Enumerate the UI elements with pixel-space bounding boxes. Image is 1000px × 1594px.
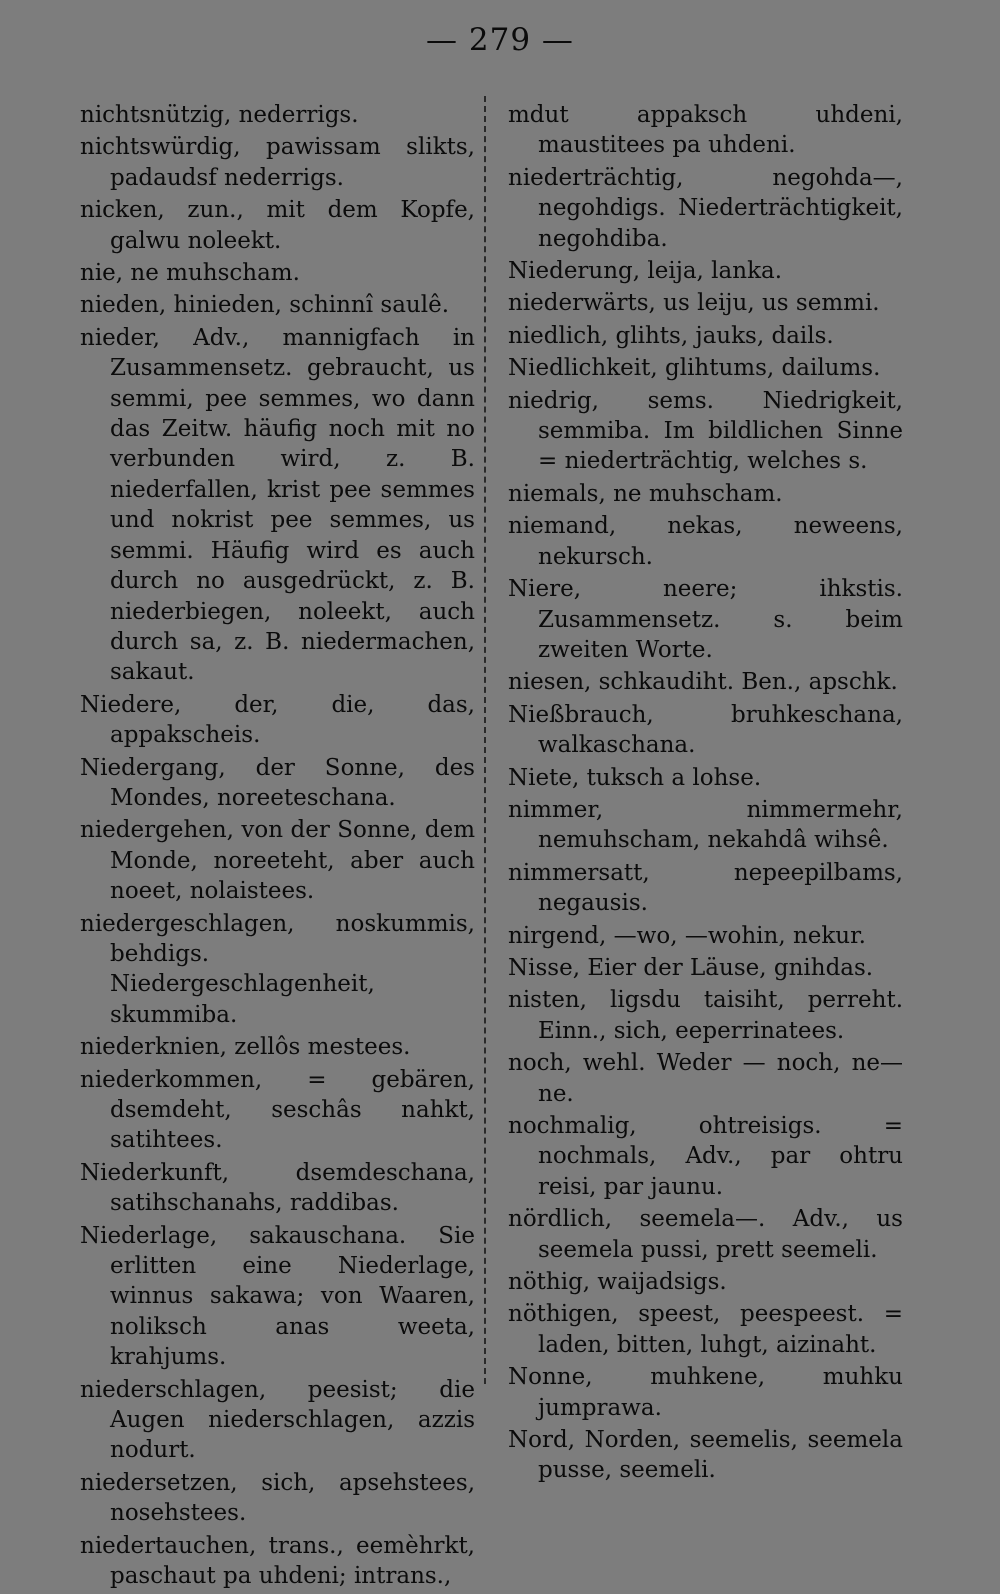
dictionary-entry: nördlich, seemela—. Adv., us seemela pussi, prett seemeli. bbox=[508, 1206, 903, 1263]
column-divider bbox=[484, 96, 486, 1384]
dictionary-entry: niemals, ne muhscham. bbox=[508, 480, 783, 507]
dictionary-entry: niederknien, zellôs mestees. bbox=[80, 1034, 411, 1061]
dictionary-entry: niedersetzen, sich, apsehstees, nosehstees. bbox=[80, 1469, 475, 1527]
dictionary-entry: niederschlagen, peesist; die Augen niederschlagen, azzis nodurt. bbox=[80, 1376, 475, 1464]
dictionary-entry: Nonne, muhkene, muhku jumprawa. bbox=[508, 1364, 903, 1421]
dictionary-entry: nieden, hinieden, schinnî saulê. bbox=[80, 292, 450, 319]
dictionary-entry: Niedere, der, die, das, appakscheis. bbox=[80, 691, 475, 749]
dictionary-entry: Niere, neere; ihkstis. Zusammensetz. s. beim zweiten Worte. bbox=[508, 576, 903, 663]
dictionary-entry: niemand, nekas, neweens, nekursch. bbox=[508, 513, 903, 570]
dictionary-entry: niedrig, sems. Niedrigkeit, semmiba. Im bildlichen Sinne = niederträchtig, welches s. bbox=[508, 387, 903, 475]
dictionary-entry: nichtswürdig, pawissam slikts, padaudsf nederrigs. bbox=[80, 134, 475, 191]
dictionary-entry: Nord, Norden, seemelis, seemela pusse, seemeli. bbox=[508, 1427, 903, 1484]
dictionary-entry: Niedergang, der Sonne, des Mondes, noreeteschana. bbox=[80, 754, 475, 811]
dictionary-entry: nimmer, nimmermehr, nemuhscham, nekahdâ wihsê. bbox=[508, 796, 903, 854]
dictionary-entry: nirgend, —wo, —wohin, nekur. bbox=[508, 922, 866, 949]
dictionary-entry: niedergehen, von der Sonne, dem Monde, noreeteht, aber auch noeet, nolaistees. bbox=[80, 817, 475, 905]
dictionary-entry: niedergeschlagen, noskummis, behdigs. Niedergeschlagenheit, skummiba. bbox=[80, 910, 475, 1028]
dictionary-entry: nöthig, waijadsigs. bbox=[508, 1269, 727, 1296]
dictionary-entry: nisten, ligsdu taisiht, perreht. Einn., sich, eeperrinatees. bbox=[508, 987, 903, 1044]
dictionary-entry: mdut appaksch uhdeni, maustitees pa uhdeni. bbox=[508, 102, 903, 159]
dictionary-entry: niedlich, glihts, jauks, dails. bbox=[508, 322, 834, 349]
dictionary-entry: nichtsnützig, nederrigs. bbox=[80, 102, 359, 128]
dictionary-entry: nöthigen, speest, peespeest. = laden, bitten, luhgt, aizinaht. bbox=[508, 1301, 903, 1358]
dictionary-entry: Niedlichkeit, glihtums, dailums. bbox=[508, 355, 881, 382]
dictionary-entry: nicken, zun., mit dem Kopfe, galwu noleekt. bbox=[80, 197, 475, 254]
dictionary-entry: Nießbrauch, bruhkeschana, walkaschana. bbox=[508, 701, 903, 759]
dictionary-entry: Niederkunft, dsemdeschana, satihschanahs, raddibas. bbox=[80, 1159, 475, 1217]
dictionary-entry: niederkommen, = gebären, dsemdeht, seschâs nahkt, satihtees. bbox=[80, 1066, 475, 1154]
dictionary-entry: Nisse, Eier der Läuse, gnihdas. bbox=[508, 954, 874, 981]
dictionary-entry: niederträchtig, negohda—, negohdigs. Niederträchtigkeit, negohdiba. bbox=[508, 164, 903, 252]
dictionary-entry: niedertauchen, trans., eemèhrkt, paschaut pa uhdeni; intrans., bbox=[80, 1532, 475, 1590]
dictionary-entry: nieder, Adv., mannigfach in Zusammensetz. gebraucht, us semmi, pee semmes, wo dann das Zeitw. häufig noch mit no verbunden wird, z. B. niederfallen, krist pee semmes und nokrist pee semmes, us semmi. Häufig wird es auch durch no ausgedrückt, z. B. niederbiegen, noleekt, auch durch sa, z. B. niedermachen, sakaut. bbox=[80, 324, 475, 686]
dictionary-entry: Niederung, leija, lanka. bbox=[508, 258, 783, 285]
dictionary-entry: nie, ne muhscham. bbox=[80, 260, 300, 287]
right-column bbox=[508, 100, 903, 1488]
left-column bbox=[80, 100, 475, 1594]
dictionary-entry: niesen, schkaudiht. Ben., apschk. bbox=[508, 669, 898, 696]
dictionary-entry: niederwärts, us leiju, us semmi. bbox=[508, 290, 880, 317]
dictionary-entry: nimmersatt, nepeepilbams, negausis. bbox=[508, 859, 903, 917]
dictionary-entry: nochmalig, ohtreisigs. = nochmals, Adv., par ohtru reisi, par jaunu. bbox=[508, 1113, 903, 1200]
page-number: — 279 — bbox=[426, 22, 574, 58]
dictionary-entry: Niederlage, sakauschana. Sie erlitten eine Niederlage, winnus sakawa; von Waaren, noliksch anas weeta, krahjums. bbox=[80, 1222, 475, 1371]
dictionary-entry: noch, wehl. Weder — noch, ne—ne. bbox=[508, 1050, 903, 1107]
dictionary-entry: Niete, tuksch a lohse. bbox=[508, 764, 762, 791]
